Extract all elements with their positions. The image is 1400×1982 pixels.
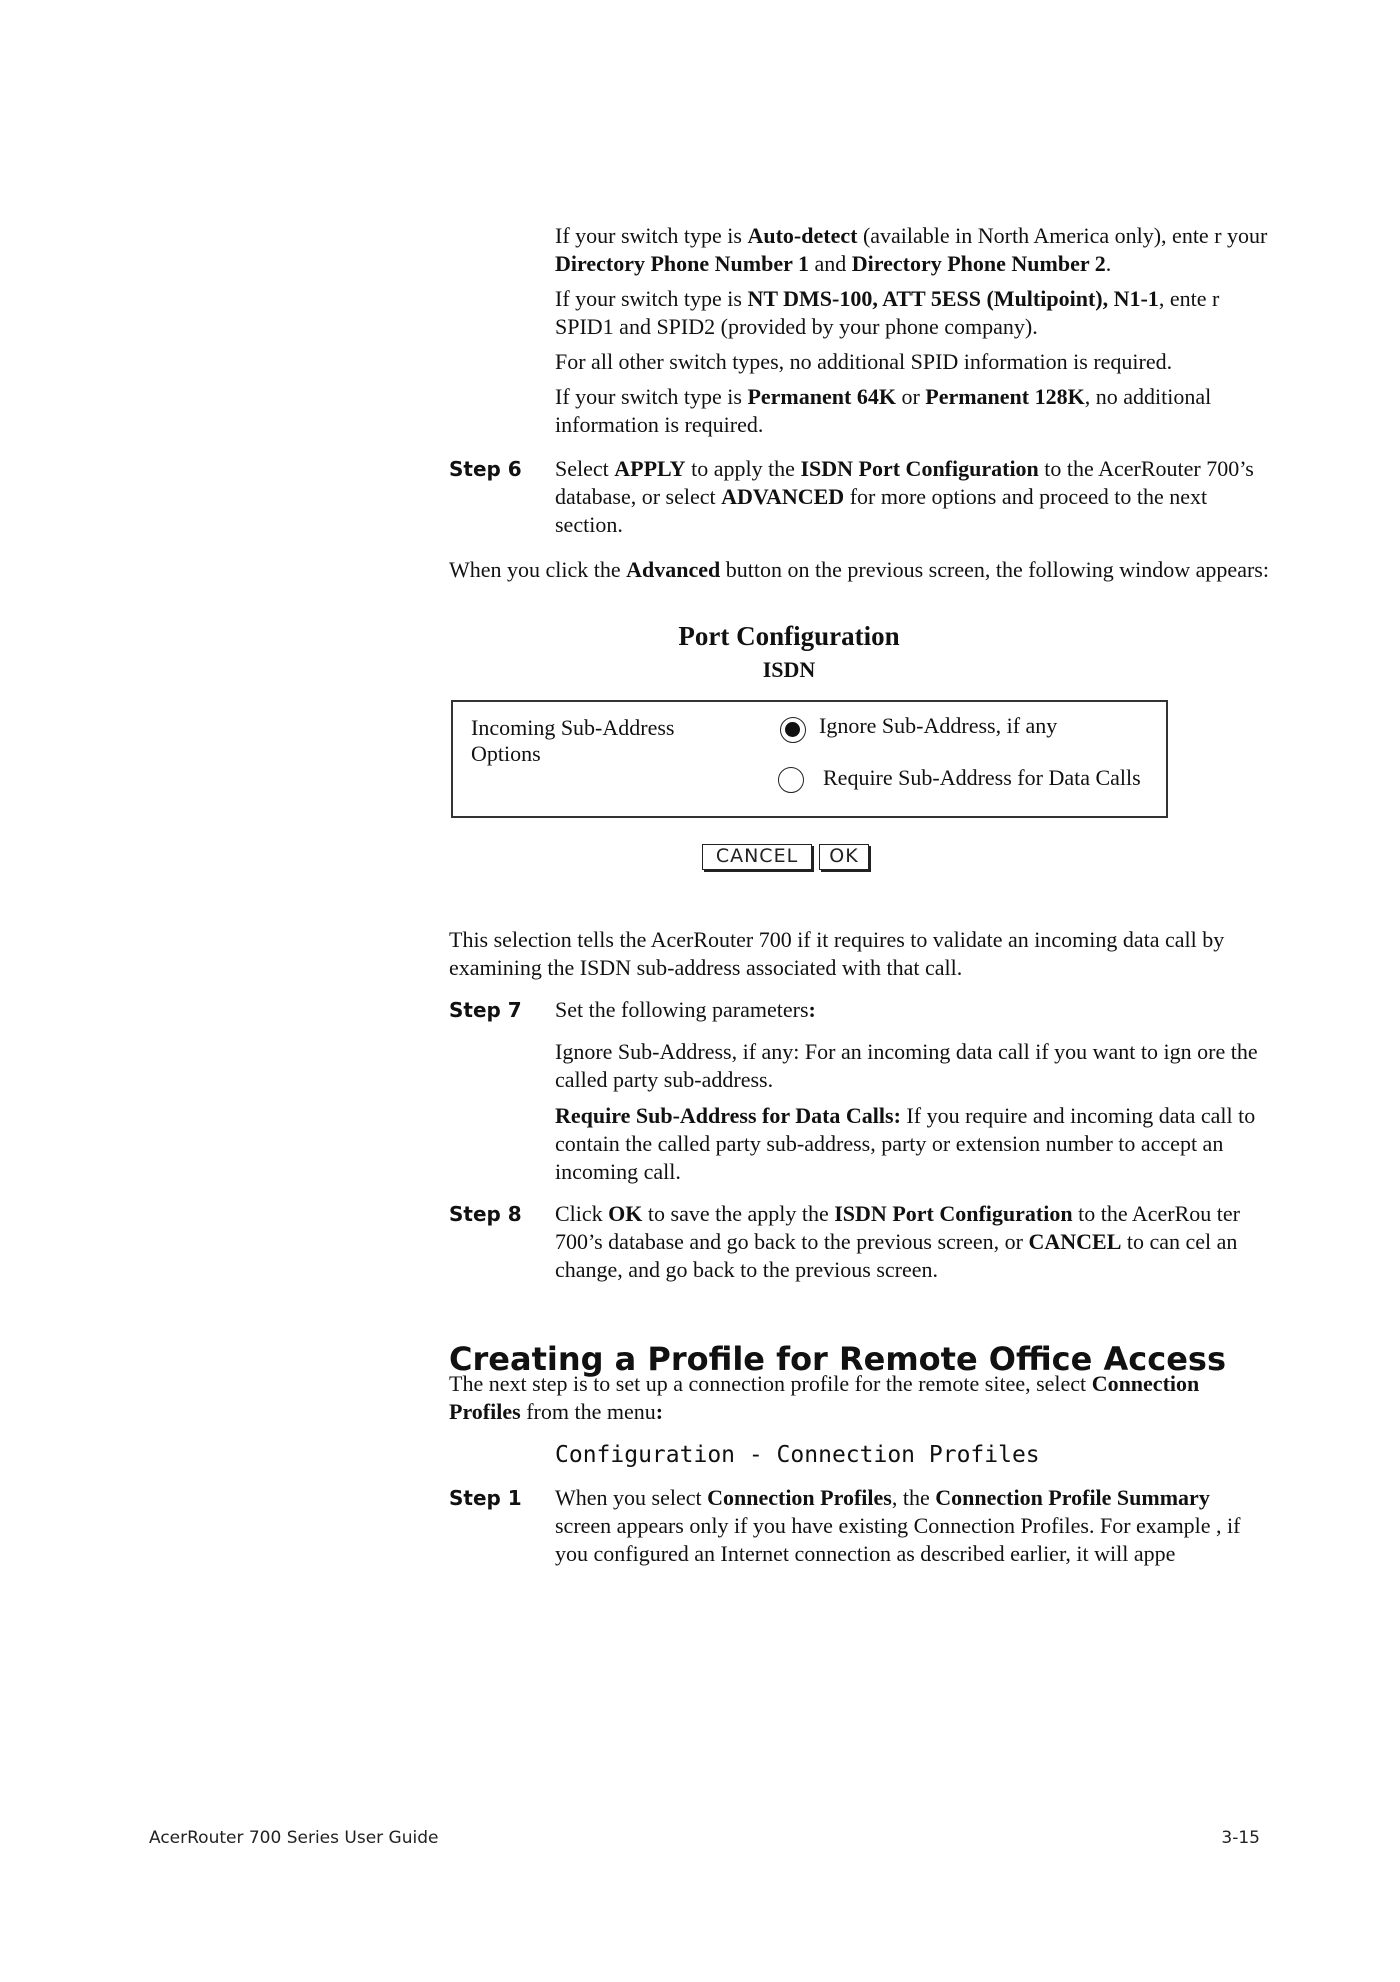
term-ok: OK xyxy=(608,1201,643,1226)
section-heading: Creating a Profile for Remote Office Access xyxy=(449,1339,1226,1378)
term-directory-number-2: Directory Phone Number 2 xyxy=(851,251,1106,276)
ignore-sub-address-radio[interactable] xyxy=(780,717,806,743)
ok-button[interactable]: OK xyxy=(819,844,869,870)
step-7-require-description xyxy=(555,1102,1270,1186)
text-run: If your switch type is xyxy=(555,223,748,248)
advanced-intro-paragraph xyxy=(449,556,1270,584)
term-connection-profiles: Connection Profiles xyxy=(707,1485,892,1510)
text-run: to save the apply the xyxy=(642,1201,835,1226)
step-6-label: Step 6 xyxy=(449,457,522,481)
term-connection-profile-summary: Connection Profile Summary xyxy=(935,1485,1210,1510)
text-run: Set the following parameters xyxy=(555,997,809,1022)
term-require-sub-address: Require Sub-Address for Data Calls: xyxy=(555,1103,901,1128)
intro-auto-detect-paragraph xyxy=(555,222,1270,278)
term-auto-detect: Auto-detect xyxy=(747,223,858,248)
term-isdn-port-configuration: ISDN Port Configuration xyxy=(800,456,1039,481)
step-6-text xyxy=(555,455,1270,539)
text-run: screen appears only if you have existing Connection Profiles. For example , if you configured an Internet connection as described earlier, it will appe xyxy=(555,1513,1241,1566)
selection-description: This selection tells the AcerRouter 700 if it requires to validate an incoming data call by examining the ISDN sub-address associated with that call. xyxy=(449,927,1225,980)
require-sub-address-radio[interactable] xyxy=(778,767,804,793)
text-run: to can cel an change, and go back to the previous screen. xyxy=(555,1229,1238,1282)
menu-path: Configuration - Connection Profiles xyxy=(555,1442,1040,1468)
text-run: to the AcerRouter 700’s database, or select xyxy=(555,456,1254,509)
term-switch-types: NT DMS-100, ATT 5ESS (Multipoint), N1-1 xyxy=(747,286,1159,311)
step-7-label: Step 7 xyxy=(449,998,522,1022)
term-permanent-128k: Permanent 128K xyxy=(925,384,1085,409)
dialog-subtitle: ISDN xyxy=(762,657,816,682)
term-cancel: CANCEL xyxy=(1028,1229,1122,1254)
term-permanent-64k: Permanent 64K xyxy=(747,384,896,409)
text-run: , ente r SPID1 and SPID2 (provided by your phone company). xyxy=(555,286,1220,339)
intro-spid-paragraph xyxy=(555,285,1270,341)
text-run: , no additional information is required. xyxy=(555,384,1212,437)
text-run: Select xyxy=(555,456,615,481)
text-run: button on the previous screen, the following window appears: xyxy=(720,557,1269,582)
step-7-ignore-description: Ignore Sub-Address, if any: For an incoming data call if you want to ign ore the called party sub-address. xyxy=(555,1039,1258,1092)
text-run: If your switch type is xyxy=(555,384,748,409)
text-run: When you click the xyxy=(449,557,627,582)
text-run: to apply the xyxy=(685,456,801,481)
step-1-label: Step 1 xyxy=(449,1486,522,1510)
next-step-paragraph xyxy=(449,1370,1270,1426)
footer-guide-title: AcerRouter 700 Series User Guide xyxy=(149,1828,439,1848)
term-advanced-button: Advanced xyxy=(626,557,721,582)
text-run: : xyxy=(655,1399,664,1424)
footer-page-number: 3-15 xyxy=(1221,1828,1260,1848)
term-connection-profiles: Connection Profiles xyxy=(449,1371,1200,1424)
text-run: Click xyxy=(555,1201,609,1226)
sub-address-options-panel xyxy=(451,700,1168,818)
cancel-button[interactable]: CANCEL xyxy=(702,844,812,870)
text-run: . xyxy=(1105,251,1112,276)
term-directory-number-1: Directory Phone Number 1 xyxy=(555,251,809,276)
ignore-sub-address-label: Ignore Sub-Address, if any xyxy=(819,713,1058,738)
intro-permanent-paragraph xyxy=(555,383,1270,439)
step-1-text xyxy=(555,1484,1270,1568)
term-advanced: ADVANCED xyxy=(721,484,845,509)
term-isdn-port-configuration: ISDN Port Configuration xyxy=(834,1201,1073,1226)
step-7-text xyxy=(555,996,1270,1024)
text-run: If you require and incoming data call to contain the called party sub-address, party or extension number to accept an incoming call. xyxy=(555,1103,1256,1184)
text-run: for more options and proceed to the next section. xyxy=(555,484,1208,537)
text-run: : xyxy=(808,997,816,1022)
text-run: to the AcerRou ter 700’s database and go back to the previous screen, or xyxy=(555,1201,1240,1254)
term-apply: APPLY xyxy=(614,456,686,481)
sub-address-options-label: Incoming Sub-Address Options xyxy=(471,715,675,766)
text-run: from the menu xyxy=(520,1399,656,1424)
text-run: The next step is to set up a connection profile for the remote sitee, select xyxy=(449,1371,1092,1396)
dialog-title: Port Configuration xyxy=(678,621,900,651)
text-run: or xyxy=(895,384,926,409)
require-sub-address-label: Require Sub-Address for Data Calls xyxy=(823,765,1141,790)
text-run: (available in North America only), ente r your xyxy=(857,223,1268,248)
text-run: When you select xyxy=(555,1485,708,1510)
text-run: and xyxy=(808,251,852,276)
step-8-text xyxy=(555,1200,1270,1284)
text-run: If your switch type is xyxy=(555,286,748,311)
intro-other-types-paragraph: For all other switch types, no additional SPID information is required. xyxy=(555,349,1173,374)
text-run: , the xyxy=(891,1485,936,1510)
step-8-label: Step 8 xyxy=(449,1202,522,1226)
